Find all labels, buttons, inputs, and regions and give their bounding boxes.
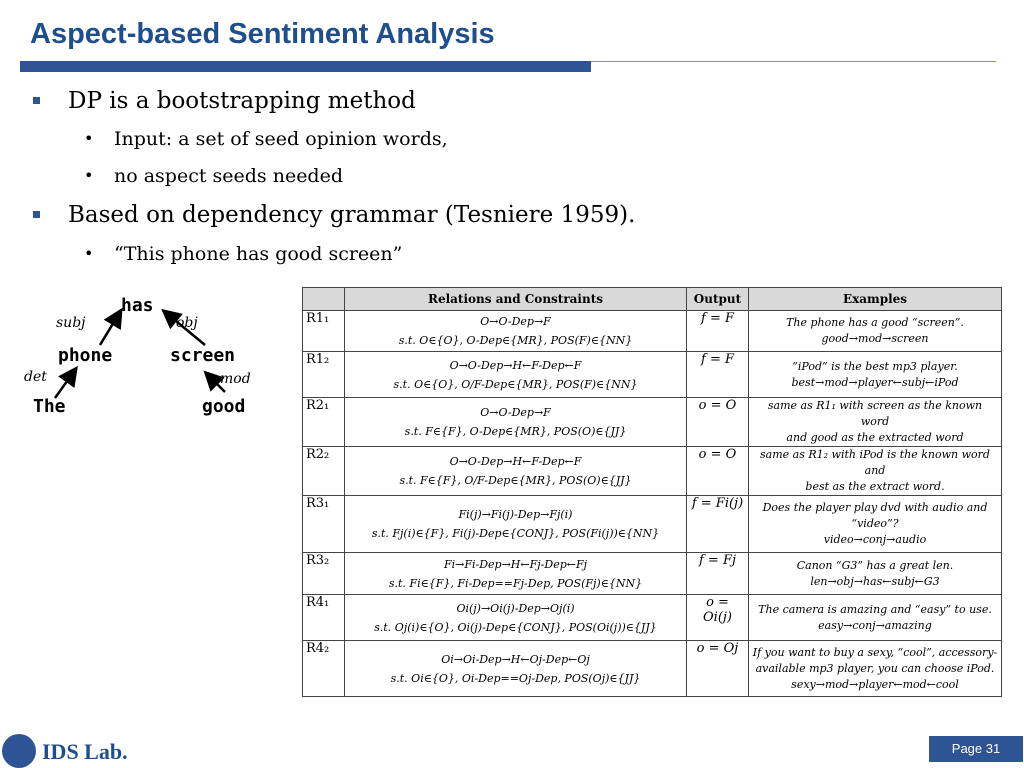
header-relations: Relations and Constraints [345,288,687,311]
table-row [303,641,1002,697]
dependency-tree [20,290,280,430]
bullet-2-1: “This phone has good screen” [114,243,403,265]
header-examples: Examples [749,288,1002,311]
header-output: Output [687,288,749,311]
tree-label-det: det [24,369,47,385]
rule-output: o = Oj [687,641,749,697]
rule-relation-line2: s.t. O∈{O}, O/F-Dep∈{MR}, POS(F)∈{NN} [393,377,638,391]
tree-word-phone: phone [58,345,113,366]
tree-word-screen: screen [170,345,236,366]
rule-relation-line2: s.t. Fi∈{F}, Fi-Dep==Fj-Dep, POS(Fj)∈{NN} [388,576,643,590]
table-row [303,447,1002,496]
rule-output: o = Oi(j) [687,595,749,641]
rule-example [749,496,1002,553]
rule-relation-line2: s.t. F∈{F}, O-Dep∈{MR}, POS(O)∈{JJ} [404,425,627,438]
rule-id: R4₂ [303,641,345,697]
slide-title: Aspect-based Sentiment Analysis [30,18,495,50]
rule-example [749,595,1002,641]
page-number: Page 31 [929,736,1023,762]
rule-id: R2₁ [303,398,345,447]
rule-example-line1: Canon “G3” has a great len. [796,558,954,572]
rule-relation [345,595,687,641]
rule-example [749,641,1002,697]
rule-example-line2: and good as the extracted word [786,431,964,444]
rule-relation [345,398,687,447]
rule-relation [345,352,687,398]
rule-relation [345,311,687,352]
bullet-1-2: no aspect seeds needed [114,165,344,187]
rule-relation-line2: s.t. O∈{O}, O-Dep∈{MR}, POS(F)∈{NN} [398,334,633,347]
bullet-dot-icon: • [84,129,94,148]
tree-word-good: good [202,396,246,417]
rule-example-line2: sexy→mod→player←mod←cool [791,677,959,691]
rule-example-line2: good→mod→screen [821,332,929,345]
bullet-2: Based on dependency grammar (Tesniere 1959). [68,202,636,228]
table-row [303,595,1002,641]
rule-id: R4₁ [303,595,345,641]
rule-id: R3₁ [303,496,345,553]
rule-id: R2₂ [303,447,345,496]
bullet-square-icon [33,211,40,218]
rule-relation-line1: Oi(j)→Oi(j)-Dep→Oj(i) [456,601,575,615]
rule-relation [345,553,687,595]
rule-example-line2: len→obj→has←subj←G3 [810,574,940,588]
table-row [303,311,1002,352]
tree-label-subj: subj [56,315,86,331]
bullet-dot-icon: • [84,166,94,185]
rule-example-line1: The camera is amazing and “easy” to use. [758,602,992,616]
header-id [303,288,345,311]
university-seal-icon [2,734,36,768]
rule-id: R1₂ [303,352,345,398]
rule-example [749,311,1002,352]
table-row [303,496,1002,553]
bullet-1-1: Input: a set of seed opinion words, [114,128,448,150]
table-row [303,398,1002,447]
rule-relation-line1: O→O-Dep→H←F-Dep←F [449,455,582,468]
rule-example-line2: best as the extract word. [805,480,945,493]
rule-relation [345,447,687,496]
lab-name: IDS Lab. [42,739,128,764]
rule-example-line2: best→mod→player←subj←iPod [791,375,959,389]
rule-output: f = Fi(j) [687,496,749,553]
rule-relation-line1: Oi→Oi-Dep→H←Oj-Dep←Oj [441,652,590,666]
table-row [303,352,1002,398]
rule-example-line1: If you want to buy a sexy, “cool”, accessory-available mp3 player, you can choose iPod. [752,645,998,675]
rule-example-line1: same as R1₂ with iPod is the known word and [760,448,990,477]
rule-relation [345,641,687,697]
rule-relation [345,496,687,553]
tree-word-has: has [121,295,154,316]
bullet-1: DP is a bootstrapping method [68,88,416,114]
rule-example [749,352,1002,398]
rule-example [749,447,1002,496]
rule-output: f = Fj [687,553,749,595]
rule-output: f = F [687,311,749,352]
rule-example-line1: same as R1₁ with screen as the known word [767,399,983,428]
rule-relation-line2: s.t. F∈{F}, O/F-Dep∈{MR}, POS(O)∈{JJ} [399,474,632,487]
rule-relation-line2: s.t. Fj(i)∈{F}, Fi(j)-Dep∈{CONJ}, POS(Fi(j))∈{NN} [371,527,660,540]
rule-relation-line1: Fi→Fi-Dep→H←Fj-Dep←Fj [443,557,588,571]
rule-id: R1₁ [303,311,345,352]
rule-relation-line2: s.t. Oi∈{O}, Oi-Dep==Oj-Dep, POS(Oj)∈{JJ} [390,671,641,685]
title-underline-thin [591,61,996,62]
rule-id: R3₂ [303,553,345,595]
rule-relation-line1: Fi(j)→Fi(j)-Dep→Fj(i) [458,508,573,521]
rule-relation-line1: O→O-Dep→F [480,406,551,419]
rule-example-line1: Does the player play dvd with audio and “video”? [762,501,988,530]
rule-relation-line2: s.t. Oj(i)∈{O}, Oi(j)-Dep∈{CONJ}, POS(Oi(j))∈{JJ} [374,620,657,634]
rule-example-line1: The phone has a good “screen”. [786,316,964,329]
title-underline-bar [20,61,591,72]
tree-label-mod: mod [220,371,251,387]
rule-output: f = F [687,352,749,398]
rule-example-line2: video→conj→audio [823,533,927,546]
rule-example-line1: “iPod” is the best mp3 player. [792,359,958,373]
rule-example [749,553,1002,595]
tree-word-the: The [33,396,66,417]
table-row [303,553,1002,595]
rule-output: o = O [687,398,749,447]
rule-relation-line1: O→O-Dep→F [480,315,551,328]
bullet-dot-icon: • [84,244,94,263]
rules-table [302,287,1002,697]
rule-example [749,398,1002,447]
bullet-square-icon [33,97,40,104]
rule-output: o = O [687,447,749,496]
table-header-row [303,288,1002,311]
tree-label-obj: obj [176,315,198,331]
rule-example-line2: easy→conj→amazing [818,618,932,632]
rule-relation-line1: O→O-Dep→H←F-Dep←F [449,358,582,372]
